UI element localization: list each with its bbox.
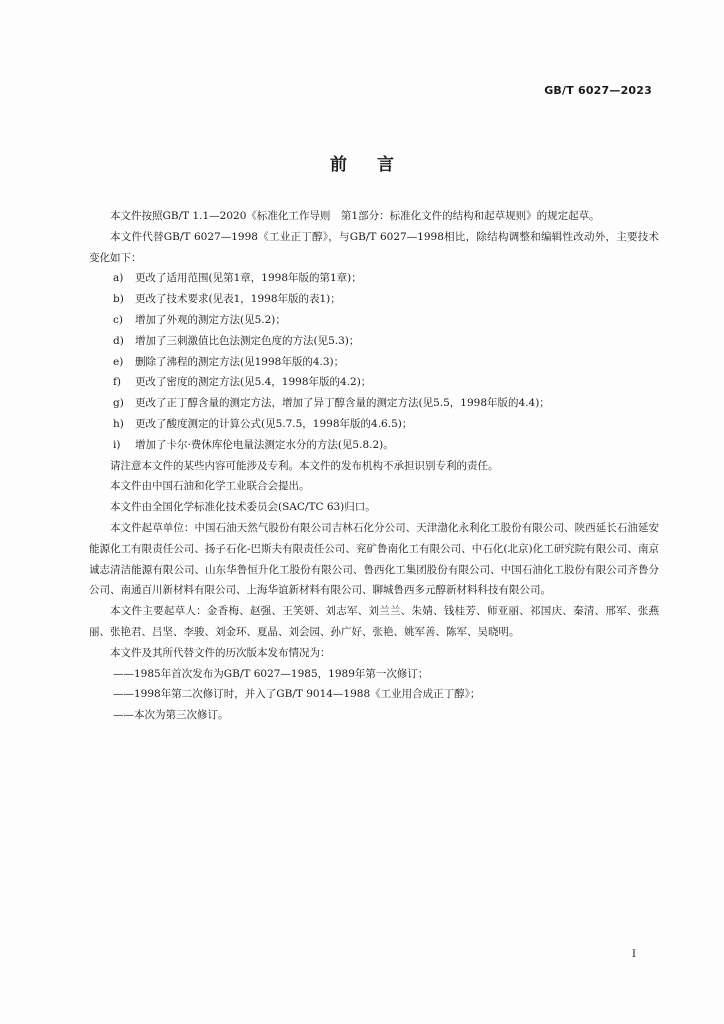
list-item-text: 更改了密度的测定方法(见5.4，1998年版的4.2)； xyxy=(135,376,372,389)
history-list xyxy=(89,664,659,726)
list-item xyxy=(89,268,659,289)
list-item-label: e) xyxy=(113,355,124,368)
list-item xyxy=(89,289,659,310)
list-item-label: c) xyxy=(113,313,123,326)
list-item xyxy=(89,393,659,414)
list-item-text: 更改了技术要求(见表1，1998年版的表1)； xyxy=(135,293,341,306)
list-item-text: 更改了适用范围(见第1章，1998年版的第1章)； xyxy=(135,272,362,285)
replacement-paragraph: 本文件代替GB/T 6027—1998《工业正丁醇》，与GB/T 6027—1998相比，除结构调整和编辑性改动外，主要技术变化如下： xyxy=(89,230,659,264)
list-item-label: a) xyxy=(113,272,124,285)
list-item-text: 增加了三刺激值比色法测定色度的方法(见5.3)； xyxy=(135,334,360,347)
list-item-text: 更改了正丁醇含量的测定方法，增加了异丁醇含量的测定方法(见5.5，1998年版的4.4)； xyxy=(135,397,550,410)
history-intro-paragraph: 本文件及其所代替文件的历次版本发布情况为： xyxy=(110,646,331,659)
patent-notice-paragraph: 请注意本文件的某些内容可能涉及专利。本文件的发布机构不承担识别专利的责任。 xyxy=(110,459,499,472)
drafting-units-paragraph: 本文件起草单位：中国石油天然气股份有限公司吉林石化分公司、天津渤化永利化工股份有限公司、陕西延长石油延安能源化工有限责任公司、扬子石化-巴斯夫有限责任公司、兖矿鲁南化工有限公司、中石化(北京)化工研究院有限公司、南京诚志清洁能源有限公司、山东华鲁恒升化工股份有限公司、鲁西化工集团股份有限公司、中国石油化工股份有限公司齐鲁分公司、南通百川新材料有限公司、上海华谊新材料有限公司、聊城鲁西多元醇新材料科技有限公司。 xyxy=(89,521,659,597)
list-item xyxy=(89,331,659,352)
list-item xyxy=(89,435,659,456)
list-item xyxy=(89,372,659,393)
history-item: ——1998年第二次修订时，并入了GB/T 9014—1988《工业用合成正丁醇》； xyxy=(113,688,481,701)
list-item-label: i) xyxy=(113,438,121,451)
list-item xyxy=(89,310,659,331)
list-item-label: h) xyxy=(113,417,124,430)
list-item-text: 删除了沸程的测定方法(见1998年版的4.3)； xyxy=(135,355,345,368)
history-item: ——本次为第三次修订。 xyxy=(113,709,229,722)
list-item-text: 增加了卡尔·费休库伦电量法测定水分的方法(见5.8.2)。 xyxy=(135,438,394,451)
committee-paragraph: 本文件由全国化学标准化技术委员会(SAC/TC 63)归口。 xyxy=(110,501,376,514)
drafters-paragraph: 本文件主要起草人：金香梅、赵强、王笑妍、刘志军、刘兰兰、朱婧、钱桂芳、师亚丽、祁国庆、秦清、邢军、张燕丽、张艳君、吕坚、李骏、刘金环、夏晶、刘会园、孙广好、张艳、姚军善、陈军、吴晓明。 xyxy=(89,605,659,638)
list-item-text: 增加了外观的测定方法(见5.2)； xyxy=(135,313,286,326)
list-item xyxy=(89,352,659,373)
list-item-text: 更改了酸度测定的计算公式(见5.7.5，1998年版的4.6.5)； xyxy=(135,417,413,430)
list-item xyxy=(89,414,659,435)
list-item-label: b) xyxy=(113,293,124,306)
standard-code: GB/T 6027—2023 xyxy=(544,84,652,97)
foreword-body xyxy=(89,206,659,726)
drafting-rule-paragraph: 本文件按照GB/T 1.1—2020《标准化工作导则 第1部分：标准化文件的结构和起草规则》的规定起草。 xyxy=(110,210,600,222)
page-title: 前言 xyxy=(330,155,424,175)
list-item-label: f) xyxy=(113,376,121,389)
changes-list xyxy=(89,268,659,455)
page-number: I xyxy=(632,949,636,960)
proposer-paragraph: 本文件由中国石油和化学工业联合会提出。 xyxy=(110,480,310,493)
list-item-label: g) xyxy=(113,397,124,410)
list-item-label: d) xyxy=(113,334,124,347)
history-item: ——1985年首次发布为GB/T 6027—1985，1989年第一次修订； xyxy=(113,667,429,680)
